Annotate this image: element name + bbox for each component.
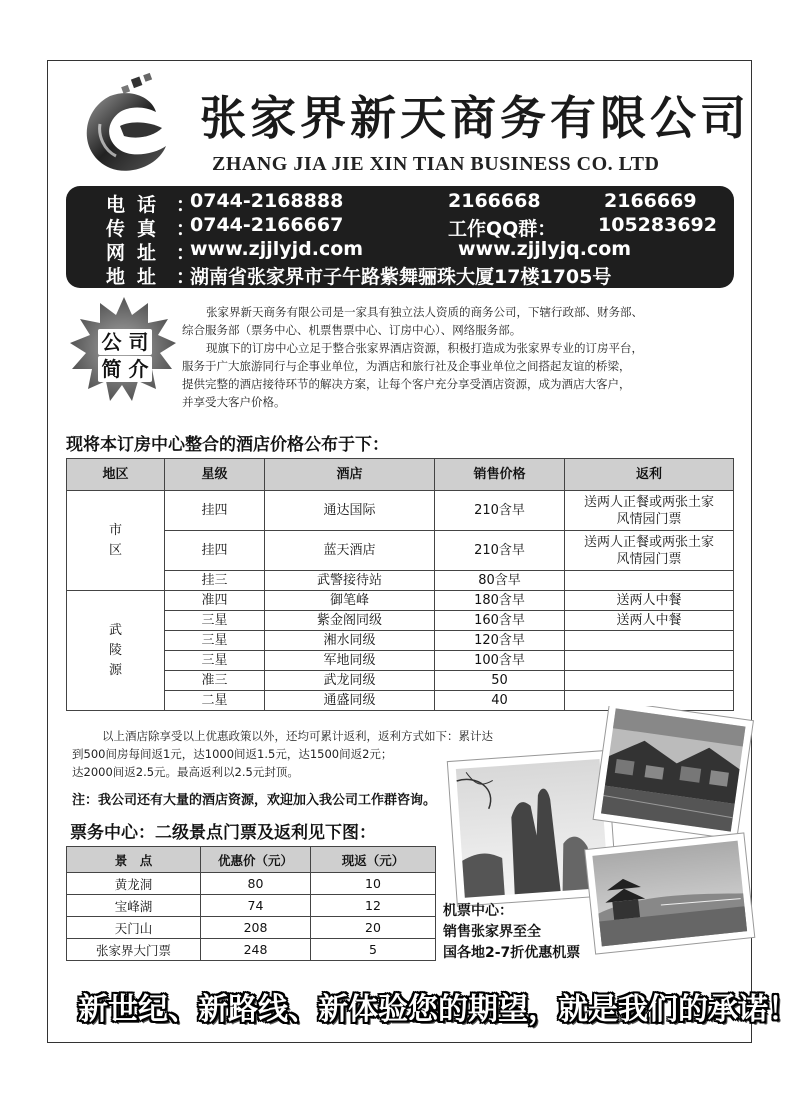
price-cell: 100含早 [435,651,565,671]
region-char: 武 [108,622,122,638]
hotel-cell: 武警接待站 [265,571,435,591]
hotel-cell: 湘水同级 [265,631,435,651]
rebate-line: 风情园门票 [616,551,682,567]
policy-line: 达2000间返2.5元。最高返利以2.5元封顶。 [72,765,299,779]
spot-cell: 张家界大门票 [67,939,201,961]
intro-line: 服务于广大旅游同行与企事业单位，为酒店和旅行社及企事业单位之间搭起友谊的桥梁， [182,359,631,373]
region-char: 市 [108,522,122,538]
price-cell: 210含早 [435,491,565,531]
qq-label: 工作QQ群： [448,218,557,240]
price-cell: 180含早 [435,591,565,611]
price-cell: 210含早 [435,531,565,571]
header-discount-price: 优惠价（元） [201,847,311,873]
table-row [67,939,436,961]
intro-line: 综合服务部（票务中心、机票售票中心、订房中心）、网络服务部。 [182,323,522,337]
ticket-section-title: 票务中心：二级景点门票及返利见下图： [70,823,376,843]
table-header-row [67,459,734,491]
intro-badge-label [96,328,154,383]
star-cell: 挂三 [165,571,265,591]
rebate-cell [565,671,734,691]
region-city [67,491,165,591]
price-cell: 80 [201,873,311,895]
colon: ： [176,194,196,216]
rebate-cell: 5 [311,939,436,961]
price-cell: 120含早 [435,631,565,651]
star-cell: 三星 [165,611,265,631]
header-hotel: 酒店 [265,459,435,491]
region-char: 陵 [108,642,122,658]
rebate-cell: 送两人中餐 [565,591,734,611]
star-cell: 挂四 [165,531,265,571]
star-cell: 二星 [165,691,265,711]
price-cell: 248 [201,939,311,961]
table-row [67,651,734,671]
address: 湖南省张家界市子午路紫舞骊珠大厦17楼1705号 [190,266,612,288]
rebate-cell [565,631,734,651]
hotel-cell: 紫金阁同级 [265,611,435,631]
rebate-line: 送两人正餐或两张土家 [583,494,714,510]
header-price: 销售价格 [435,459,565,491]
air-line: 销售张家界至全 [443,924,541,940]
photo-stilt-houses [593,706,753,840]
company-logo [70,66,178,178]
star-cell: 挂四 [165,491,265,531]
website-1[interactable]: www.zjjlyjd.com [190,238,364,260]
header-region: 地区 [67,459,165,491]
fax-number: 0744-2166667 [190,214,344,236]
air-title: 机票中心： [443,903,513,919]
hotel-cell: 军地同级 [265,651,435,671]
rebate-line: 风情园门票 [616,511,682,527]
header-cash-rebate: 现返（元） [311,847,436,873]
price-cell: 80含早 [435,571,565,591]
hotel-price-table [66,458,734,711]
rebate-line: 送两人正餐或两张土家 [583,534,714,550]
fax-label: 传真 [106,218,169,240]
spot-cell: 天门山 [67,917,201,939]
colon: ： [176,242,196,264]
table-row [67,611,734,631]
badge-line-1: 公 司 [98,329,152,355]
price-cell: 40 [435,691,565,711]
table-row [67,671,734,691]
header-rebate: 返利 [565,459,734,491]
phone-1: 0744-2168888 [190,190,344,212]
rebate-cell [565,531,734,571]
region-wulingyuan [67,591,165,711]
hotel-section-title: 现将本订房中心整合的酒店价格公布于下： [66,435,389,455]
web-label: 网址 [106,242,169,264]
header-spot: 景 点 [67,847,201,873]
table-row [67,491,734,531]
star-cell: 准四 [165,591,265,611]
price-cell: 74 [201,895,311,917]
spot-cell: 黄龙洞 [67,873,201,895]
air-ticket-center [443,901,580,964]
policy-line: 以上酒店除享受以上优惠政策以外，还均可累计返利，返利方式如下：累计达 [102,729,493,743]
star-cell: 准三 [165,671,265,691]
spot-cell: 宝峰湖 [67,895,201,917]
table-row [67,571,734,591]
rebate-cell [565,491,734,531]
region-char: 区 [108,542,122,558]
table-row [67,917,436,939]
table-row [67,873,436,895]
company-name-en: ZHANG JIA JIE XIN TIAN BUSINESS CO. LTD [212,153,660,175]
hotel-cell: 蓝天酒店 [265,531,435,571]
phone-label: 电话 [106,194,169,216]
header-star: 星级 [165,459,265,491]
star-cell: 三星 [165,651,265,671]
slogan-left: 新世纪、新路线、新体验！ [78,992,438,1027]
price-cell: 208 [201,917,311,939]
rebate-cell: 10 [311,873,436,895]
contact-banner [66,186,734,288]
price-cell: 160含早 [435,611,565,631]
phone-2: 2166668 [448,190,541,212]
hotel-cell: 御笔峰 [265,591,435,611]
intro-line: 并享受大客户价格。 [182,395,286,409]
table-row [67,591,734,611]
colon: ： [176,266,196,288]
address-label: 地址 [106,266,169,288]
intro-line: 提供完整的酒店接待环节的解决方案，让每个客户充分享受酒店资源，成为酒店大客户， [182,377,631,391]
qq-number: 105283692 [598,214,717,236]
hotel-cell: 通达国际 [265,491,435,531]
hotel-note: 注：我公司还有大量的酒店资源，欢迎加入我公司工作群咨询。 [72,793,437,808]
table-row [67,531,734,571]
region-char: 源 [108,662,122,678]
slogan-right: 您的期望，就是我们的承诺！ [408,992,798,1027]
website-2[interactable]: www.zjjlyjq.com [458,238,632,260]
badge-line-2: 简 介 [98,356,152,382]
policy-line: 到500间房每间返1元，达1000间返1.5元，达1500间返2元； [72,747,393,761]
price-cell: 50 [435,671,565,691]
hotel-cell: 通盛同级 [265,691,435,711]
rebate-cell [565,571,734,591]
hotel-cell: 武龙同级 [265,671,435,691]
photo-pagoda-lake [585,833,755,954]
star-cell: 三星 [165,631,265,651]
colon: ： [176,218,196,240]
company-name-cn: 张家界新天商务有限公司 [200,91,750,145]
ticket-price-table [66,846,436,961]
air-line: 国各地2-7折优惠机票 [443,945,581,961]
rebate-cell: 送两人中餐 [565,611,734,631]
rebate-cell: 12 [311,895,436,917]
rebate-cell: 20 [311,917,436,939]
table-header-row [67,847,436,873]
phone-3: 2166669 [604,190,697,212]
intro-line: 张家界新天商务有限公司是一家具有独立法人资质的商务公司，下辖行政部、财务部、 [206,305,643,319]
table-row [67,631,734,651]
intro-line: 现旗下的订房中心立足于整合张家界酒店资源，积极打造成为张家界专业的订房平台， [206,341,643,355]
rebate-cell [565,651,734,671]
company-intro [182,303,742,411]
table-row [67,895,436,917]
